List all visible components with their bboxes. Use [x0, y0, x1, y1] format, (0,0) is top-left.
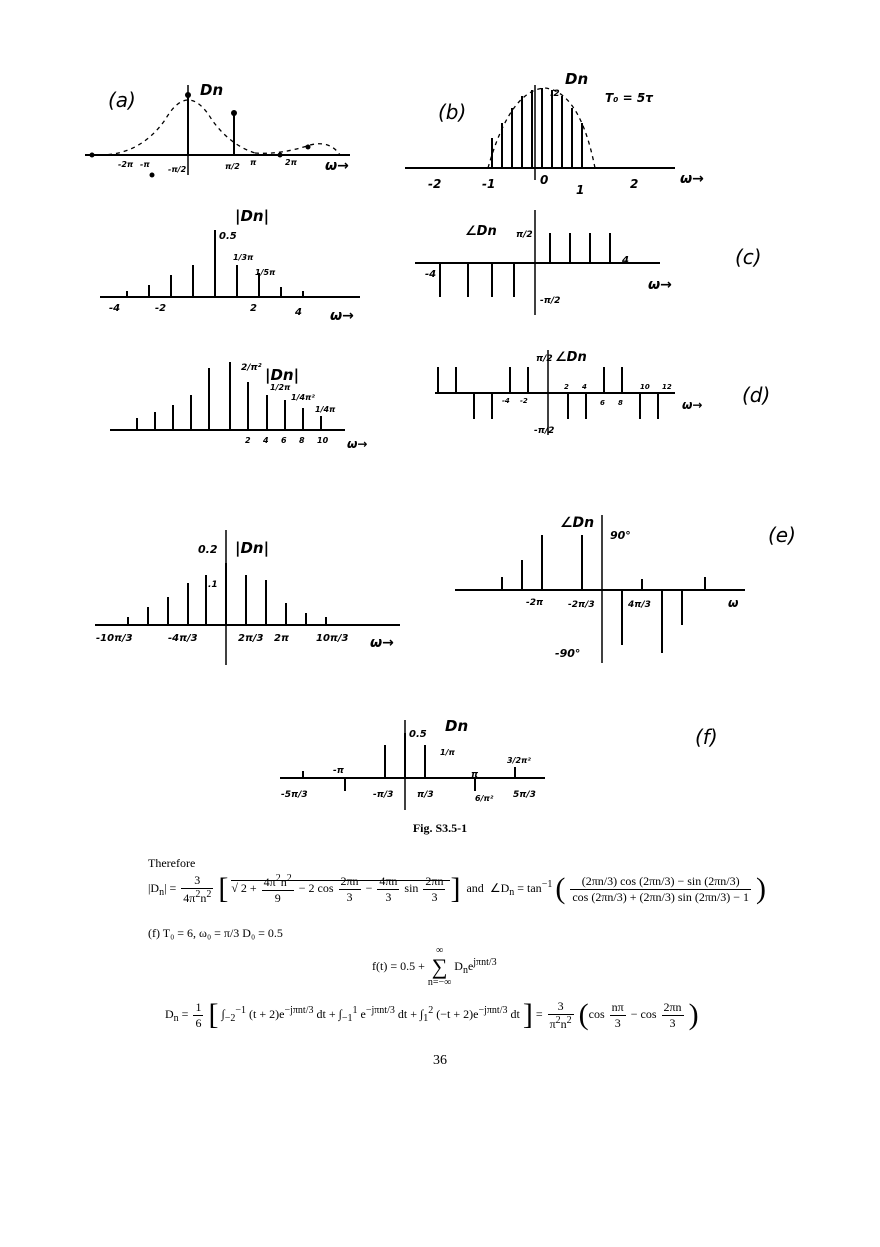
- tick-a-0: -2π: [118, 160, 134, 169]
- tick-f-3: 6/π²: [475, 794, 494, 803]
- tick-a-1: -π: [140, 160, 150, 169]
- peak-c-mag: 0.5: [219, 231, 237, 242]
- s3-d-mag: 1/4π: [315, 405, 336, 414]
- tick-b-0: -2: [428, 177, 442, 191]
- panel-c-magnitude-plot: [95, 205, 385, 325]
- ylabel-c-phase: ∠Dn: [465, 224, 497, 239]
- peak-d-mag: 2/π²: [241, 363, 262, 373]
- xlabel-b: ω→: [680, 171, 704, 187]
- ylabel-d-phase: ∠Dn: [555, 350, 587, 365]
- ylabel-c-mag: |Dn|: [235, 207, 270, 225]
- panel-label-e: (e): [768, 523, 796, 547]
- tick-e-0: -10π/3: [96, 633, 133, 644]
- ylabel-a: Dn: [200, 81, 224, 99]
- xlabel-e-phase: ω: [728, 596, 739, 610]
- tick-d-1: 4: [263, 436, 269, 445]
- xlabel-d-mag: ω→: [347, 437, 368, 451]
- panel-d-phase-plot: [430, 345, 730, 445]
- bottom-e-phase: -90°: [555, 647, 581, 660]
- tick-f-1: -π/3: [373, 790, 394, 800]
- panel-a-plot: [80, 75, 380, 185]
- bottom-d-phase: -π/2: [534, 426, 555, 436]
- tick-f-4: 5π/3: [513, 790, 536, 800]
- tick-d-phase-pos-3: 8: [618, 399, 623, 407]
- xlabel-d-phase: ω→: [682, 398, 703, 412]
- tick-d-phase-pos-5: 12: [662, 383, 672, 391]
- s1-d-mag: 1/2π: [270, 383, 291, 392]
- tick-d-phase-pos-1: 4: [582, 383, 587, 391]
- side-e-mag: .1: [208, 580, 218, 590]
- figure-caption: Fig. S3.5-1: [412, 821, 468, 835]
- xlabel-e-mag: ω→: [370, 635, 394, 651]
- dn-equation: $D_n$ = $\frac{1}{6}$ [ $\int_{-2}^{-1}$ $(t + 2)e^{-j\pi nt/3}$ dt + $\int_{-1}^1$ $e^{-j\pi nt/3}$ dt + $\int_1^2$ $(-t + 2)e^{-j\pi nt/3}$ dt ] = $\frac{3}{\pi^2n^2}$ (cos $\frac{n\pi}{3}$ − cos $\frac{2\pi n}{3}$ ): [165, 998, 699, 1031]
- panel-d-magnitude-plot: [105, 350, 405, 460]
- page-number: 36: [433, 1053, 447, 1068]
- panel-label-b: (b): [438, 100, 467, 124]
- magnitude-equation: $|D_n|$ = $\frac{3}{4\pi^2n^2}$ [ √ 2 + $\frac{4\pi^2n^2}{9}$ − 2 cos $\frac{2\pi n}{3}$ − $\frac{4\pi n}{3}$ sin $\frac{2\pi n}{3}$ ] and $\angle D_n = \tan^{-1}$ ( $\frac{(2\pi n/3) \cos (2\pi n/3) - \sin (2\pi n/3)}{\cos (2\pi n/3) + (2\pi n/3) \sin (2\pi n/3) - 1}$ ): [148, 872, 767, 905]
- tick-e-phase-2: 4π/3: [628, 600, 651, 610]
- tick-a-4: π: [250, 158, 257, 167]
- tick-c-0: -4: [109, 303, 121, 314]
- tick-b-4: 2: [630, 177, 639, 191]
- tick-b-3: 1: [576, 183, 585, 197]
- peak-f: 0.5: [409, 729, 427, 740]
- tick-d-phase-pos-2: 6: [600, 399, 605, 407]
- tick-d-phase-neg-1: -2: [520, 397, 528, 405]
- and-text: and: [466, 880, 484, 895]
- peak-e-mag: 0.2: [198, 543, 218, 556]
- tick-d-phase-neg-0: -4: [502, 397, 510, 405]
- tick-c-3: 4: [295, 307, 302, 318]
- xlabel-c-phase: ω→: [648, 277, 672, 293]
- tick-d-4: 10: [317, 436, 329, 445]
- tick-e-phase-0: -2π: [526, 598, 544, 608]
- s2-f: 3/2π²: [507, 756, 531, 765]
- part-f-line: (f) T₀ = 6, ω₀ = π/3 D₀ = 0.5: [148, 926, 283, 940]
- tick-d-phase-pos-4: 10: [640, 383, 650, 391]
- tick-e-4: 10π/3: [316, 633, 349, 644]
- panel-label-a: (a): [108, 88, 136, 112]
- s1-f: 1/π: [440, 748, 455, 757]
- neg-pi-f: -π: [333, 766, 344, 776]
- tick-d-3: 8: [299, 436, 305, 445]
- tick-c-1: -2: [155, 303, 167, 314]
- panel-label-c: (c): [735, 245, 762, 269]
- note-b: T₀ = 5τ: [605, 91, 653, 105]
- s2-d-mag: 1/4π²: [291, 393, 315, 402]
- panel-e-phase-plot: [450, 505, 770, 670]
- tick-e-1: -4π/3: [168, 633, 198, 644]
- panel-label-d: (d): [742, 383, 771, 407]
- top-e-phase: 90°: [610, 529, 631, 542]
- tick-a-5: 2π: [285, 158, 297, 167]
- panel-b-plot: [400, 70, 720, 200]
- pos-pi-f: π: [471, 770, 479, 780]
- tick-b-1: -1: [482, 177, 496, 191]
- left-c-phase: -4: [425, 269, 437, 280]
- tick-a-3: π/2: [225, 162, 240, 171]
- tick-e-3: 2π: [274, 633, 289, 644]
- fourier-series-equation: f(t) = 0.5 + ∞ ∑ n=−∞ $D_ne^{j\pi nt/3}$: [372, 945, 497, 988]
- ylabel-e-mag: |Dn|: [235, 539, 270, 557]
- tick-d-2: 6: [281, 436, 287, 445]
- xlabel-c-mag: ω→: [330, 308, 354, 324]
- top-c-phase: π/2: [516, 230, 533, 240]
- tick-d-phase-pos-0: 2: [564, 383, 569, 391]
- panel-c-phase-plot: [410, 205, 700, 325]
- therefore-text: Therefore: [148, 856, 196, 870]
- tick-e-2: 2π/3: [238, 633, 264, 644]
- tick-b-2: 0: [540, 173, 549, 187]
- bottom-c-phase: -π/2: [540, 296, 561, 306]
- tick-c-2: 2: [250, 303, 257, 314]
- panel-f-plot: [275, 715, 575, 815]
- top-d-phase: π/2: [536, 354, 553, 364]
- tick-d-0: 2: [245, 436, 251, 445]
- tick-f-2: π/3: [417, 790, 434, 800]
- xlabel-a: ω→: [325, 158, 349, 174]
- tick-e-phase-1: -2π/3: [568, 600, 595, 610]
- ylabel-e-phase: ∠Dn: [560, 515, 595, 531]
- panel-label-f: (f): [695, 725, 718, 749]
- ylabel-d-mag: |Dn|: [265, 366, 300, 384]
- ylabel-f: Dn: [445, 717, 469, 735]
- side1-c-mag: 1/3π: [233, 253, 254, 262]
- side2-c-mag: 1/5π: [255, 268, 276, 277]
- peak-b: .2: [550, 89, 560, 99]
- panel-e-magnitude-plot: [90, 525, 420, 670]
- tick-f-0: -5π/3: [281, 790, 308, 800]
- ylabel-b: Dn: [565, 70, 589, 88]
- right-c-phase: 4: [622, 255, 629, 266]
- tick-a-2: -π/2: [168, 165, 187, 174]
